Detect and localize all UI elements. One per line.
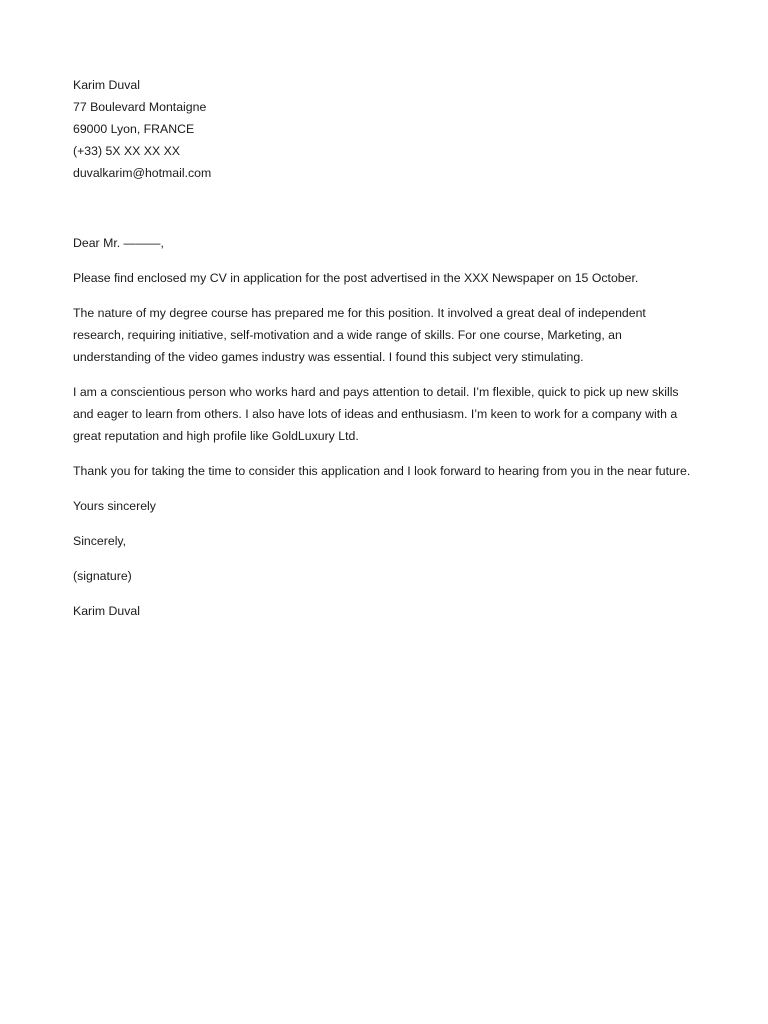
paragraph-thanks: Thank you for taking the time to consider this application and I look forward to hearing from you in the near future.	[73, 464, 691, 478]
sender-street: 77 Boulevard Montaigne	[73, 100, 207, 114]
signer-name: Karim Duval	[73, 604, 140, 618]
sender-address-block	[73, 74, 693, 184]
salutation: Dear Mr. ———,	[73, 236, 164, 250]
closing-sincerely: Sincerely,	[73, 534, 127, 548]
sender-city: 69000 Lyon, FRANCE	[73, 122, 195, 136]
paragraph-intro: Please find enclosed my CV in application for the post advertised in the XXX Newspaper on 15 October.	[73, 271, 639, 285]
paragraph-degree: The nature of my degree course has prepared me for this position. It involved a great deal of independent research, requiring initiative, self-motivation and a wide range of skills. For one course, Marketing, an understanding of the video games industry was essential. I found this subject very stimulating.	[73, 306, 646, 364]
paragraph-personal: I am a conscientious person who works hard and pays attention to detail. I’m flexible, quick to pick up new skills and eager to learn from others. I also have lots of ideas and enthusiasm. I’m keen to work for a company with a great reputation and high profile like GoldLuxury Ltd.	[73, 385, 679, 443]
closing-yours-sincerely: Yours sincerely	[73, 499, 156, 513]
sender-phone: (+33) 5X XX XX XX	[73, 144, 180, 158]
letter-body	[73, 232, 698, 635]
sender-name: Karim Duval	[73, 78, 140, 92]
signature-placeholder: (signature)	[73, 569, 132, 583]
sender-email: duvalkarim@hotmail.com	[73, 166, 212, 180]
